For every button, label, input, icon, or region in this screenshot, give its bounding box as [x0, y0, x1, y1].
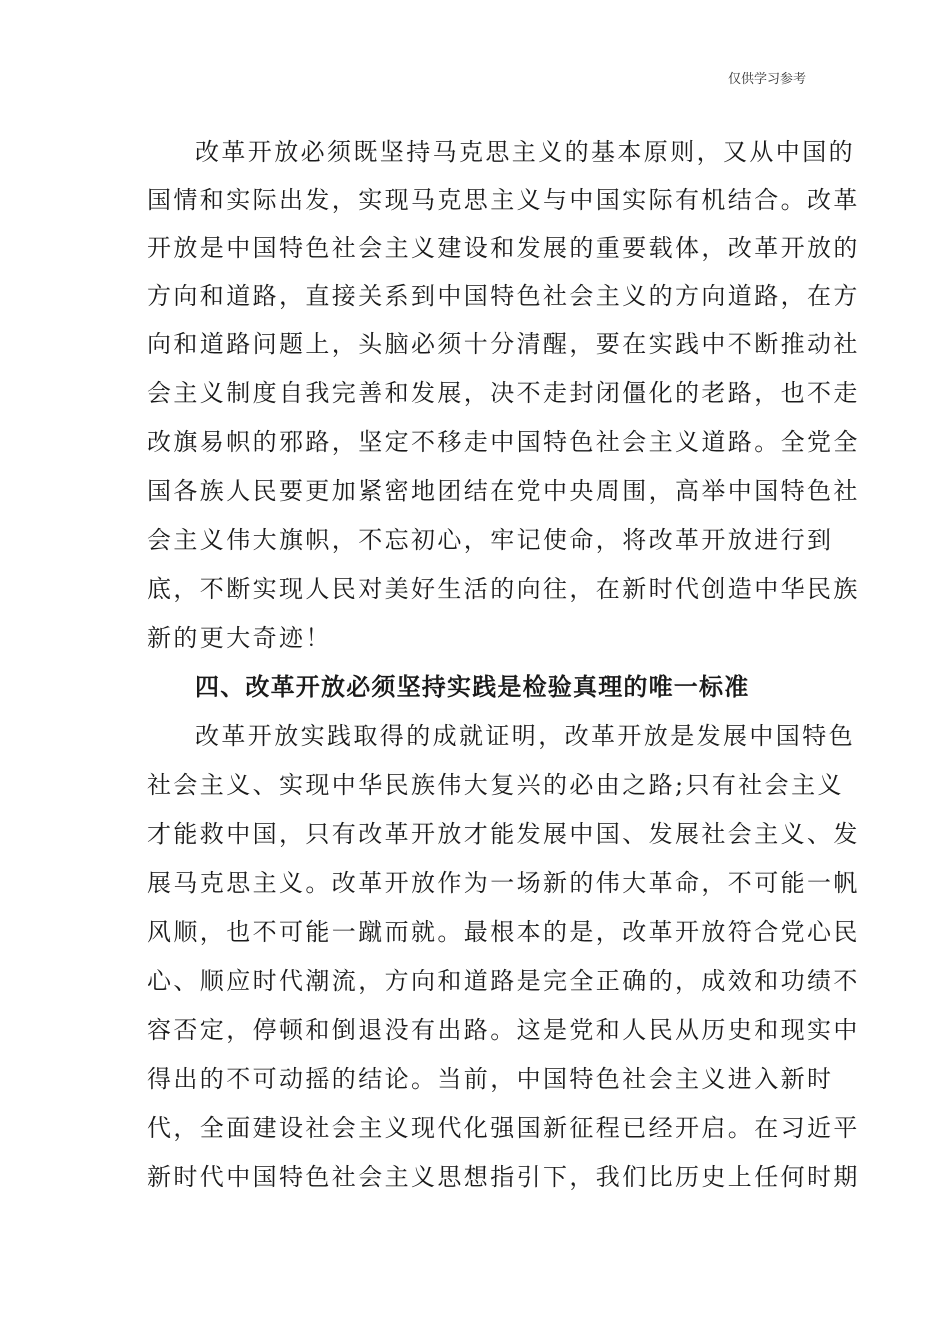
paragraph-line: 得出的不可动摇的结论。当前，中国特色社会主义进入新时	[147, 1065, 834, 1093]
paragraph-line: 会主义制度自我完善和发展，决不走封闭僵化的老路，也不走	[147, 379, 860, 407]
section-heading: 四、改革开放必须坚持实践是检验真理的唯一标准	[195, 672, 750, 701]
paragraph-line: 展马克思主义。改革开放作为一场新的伟大革命，不可能一帆	[147, 869, 860, 897]
paragraph-line: 底，不断实现人民对美好生活的向往，在新时代创造中华民族	[147, 575, 860, 603]
paragraph-line: 新时代中国特色社会主义思想指引下，我们比历史上任何时期	[147, 1163, 860, 1191]
paragraph-line: 风顺，也不可能一蹴而就。最根本的是，改革开放符合党心民	[147, 918, 860, 946]
paragraph-line: 向和道路问题上，头脑必须十分清醒，要在实践中不断推动社	[147, 330, 860, 358]
paragraph-line: 国情和实际出发，实现马克思主义与中国实际有机结合。改革	[147, 186, 860, 214]
paragraph-line: 改旗易帜的邪路，坚定不移走中国特色社会主义道路。全党全	[147, 428, 860, 456]
paragraph-line: 心、顺应时代潮流，方向和道路是完全正确的，成效和功绩不	[147, 967, 860, 995]
paragraph-line: 改革开放实践取得的成就证明，改革开放是发展中国特色	[195, 722, 855, 750]
paragraph-line: 会主义伟大旗帜，不忘初心，牢记使命，将改革开放进行到	[147, 526, 834, 554]
paragraph-line: 容否定，停顿和倒退没有出路。这是党和人民从历史和现实中	[147, 1016, 860, 1044]
paragraph-line: 才能救中国，只有改革开放才能发展中国、发展社会主义、发	[147, 820, 860, 848]
paragraph-line: 方向和道路，直接关系到中国特色社会主义的方向道路，在方	[147, 282, 860, 310]
paragraph-line: 国各族人民要更加紧密地团结在党中央周围，高举中国特色社	[147, 477, 860, 505]
page-header-note: 仅供学习参考	[727, 72, 806, 87]
paragraph-line: 改革开放必须既坚持马克思主义的基本原则，又从中国的	[195, 138, 855, 166]
paragraph-line: 代，全面建设社会主义现代化强国新征程已经开启。在习近平	[147, 1114, 860, 1142]
paragraph-line: 新的更大奇迹！	[147, 624, 332, 652]
paragraph-line: 开放是中国特色社会主义建设和发展的重要载体，改革开放的	[147, 234, 860, 262]
paragraph-line: 社会主义、实现中华民族伟大复兴的必由之路;只有社会主义	[147, 771, 844, 799]
